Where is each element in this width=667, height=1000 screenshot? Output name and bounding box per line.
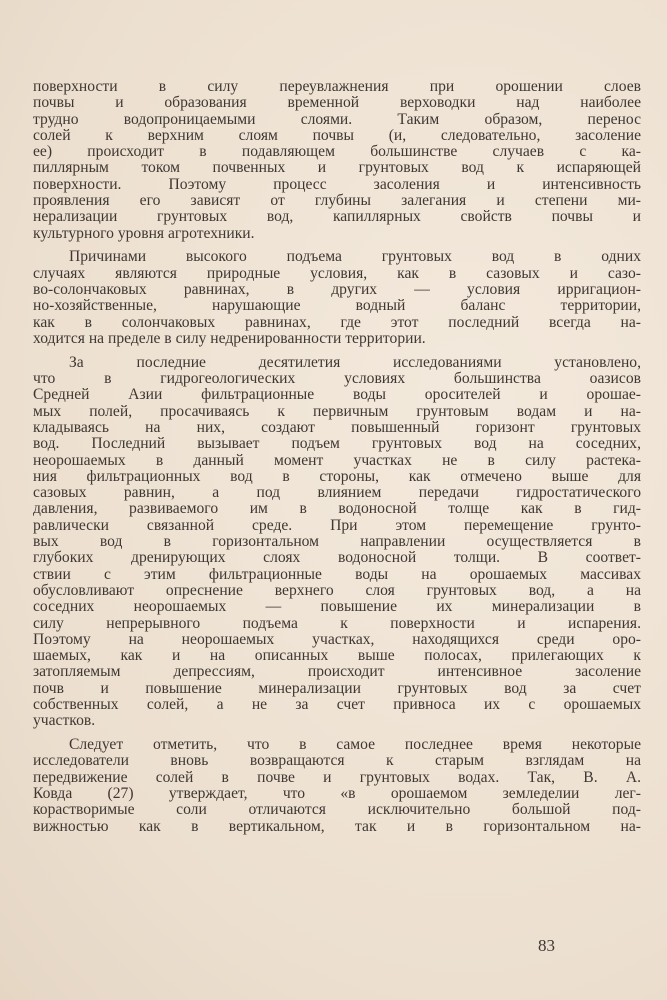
text-line: вых вод в горизонтальном направлении осуществляется в <box>33 533 641 551</box>
text-line: Следует отметить, что в самое последнее время некоторые <box>69 736 641 754</box>
text-line: собственных солей, а не за счет привноса их с орошаемых <box>33 695 641 713</box>
text-line: шаемых, как и на описанных выше полосах, прилегающих к <box>33 647 641 665</box>
text-line: передвижение солей в почве и грунтовых водах. Так, В. А. <box>33 768 641 786</box>
text-line: участков. <box>33 712 96 730</box>
text-line: нерализации грунтовых вод, капиллярных свойств почвы и <box>33 208 641 226</box>
text-line: За последние десятилетия исследованиями установлено, <box>69 353 641 371</box>
paragraph <box>33 249 641 347</box>
text-line: трудно водопроницаемыми слоями. Таким образом, перенос <box>33 110 641 128</box>
text-line: Причинами высокого подъема грунтовых вод в одних <box>69 248 641 266</box>
text-line: обусловливают опреснение верхнего слоя грунтовых вод, а на <box>33 581 641 599</box>
text-line: вижностью как в вертикальном, так и в горизонтальном на- <box>33 817 641 835</box>
paragraph <box>33 355 641 730</box>
text-line: проявления его зависят от глубины залегания и степени ми- <box>33 192 641 210</box>
text-line: кладываясь на них, создают повышенный горизонт грунтовых <box>33 418 641 436</box>
text-line: соседних неорошаемых — повышение их минерализации в <box>33 598 641 616</box>
text-line: затопляемым депрессиям, происходит интенсивное засоление <box>33 663 641 681</box>
text-line: Ковда (27) утверждает, что «в орошаемом земледелии лег- <box>33 784 641 802</box>
text-line: почв и повышение минерализации грунтовых вод за счет <box>33 679 641 697</box>
text-line: солей к верхним слоям почвы (и, следовательно, засоление <box>33 126 641 144</box>
text-line: случаях являются природные условия, как в сазовых и сазо- <box>33 264 641 282</box>
text-line: поверхности в силу переувлажнения при орошении слоев <box>33 78 641 95</box>
text-line: ствии с этим фильтрационные воды на орошаемых массивах <box>33 565 641 583</box>
text-line: силу непрерывного подъема к поверхности и испарения. <box>33 614 641 632</box>
text-line: глубоких дренирующих слоях водоносной толщи. В соответ- <box>33 549 641 567</box>
text-line: мых полей, просачиваясь к первичным грунтовым водам и на- <box>33 402 641 420</box>
text-line: сазовых равнин, а под влиянием передачи гидростатического <box>33 484 641 502</box>
paragraph <box>33 79 641 242</box>
text-line: Средней Азии фильтрационные воды оросителей и орошае- <box>33 386 641 404</box>
text-line: исследователи вновь возвращаются к старым взглядам на <box>33 752 641 770</box>
text-line: почвы и образования временной верховодки над наиболее <box>33 94 641 112</box>
text-line: корастворимые соли отличаются исключительно большой под- <box>33 801 641 819</box>
text-line: во-солончаковых равнинах, в других — условия ирригацион- <box>33 281 641 299</box>
text-line: культурного уровня агротехники. <box>33 224 255 242</box>
paragraph <box>33 737 641 835</box>
text-line: ходится на пределе в силу недренированности территории. <box>33 329 426 347</box>
text-line: неорошаемых в данный момент участках не в силу растека- <box>33 451 641 469</box>
text-line: вод. Последний вызывает подъем грунтовых вод на соседних, <box>33 435 641 453</box>
text-line: равлически связанной среде. При этом перемещение грунто- <box>33 516 641 534</box>
page-number: 83 <box>538 936 555 955</box>
text-line: Поэтому на неорошаемых участках, находящихся среди оро- <box>33 630 641 648</box>
text-line: ее) происходит в подавляющем большинстве случаев с ка- <box>33 143 641 161</box>
text-line: как в солончаковых равнинах, где этот последний всегда на- <box>33 313 641 331</box>
text-line: что в гидрогеологических условиях большинства оазисов <box>33 370 641 388</box>
text-line: пиллярным током почвенных и грунтовых вод к испаряющей <box>33 159 641 177</box>
text-line: ния фильтрационных вод в стороны, как отмечено выше для <box>33 467 641 485</box>
text-line: поверхности. Поэтому процесс засоления и интенсивность <box>33 175 641 193</box>
page-body <box>33 79 641 842</box>
text-line: давления, развиваемого им в водоносной толще как в гид- <box>33 500 641 518</box>
text-line: но-хозяйственные, нарушающие водный баланс территории, <box>33 297 641 315</box>
